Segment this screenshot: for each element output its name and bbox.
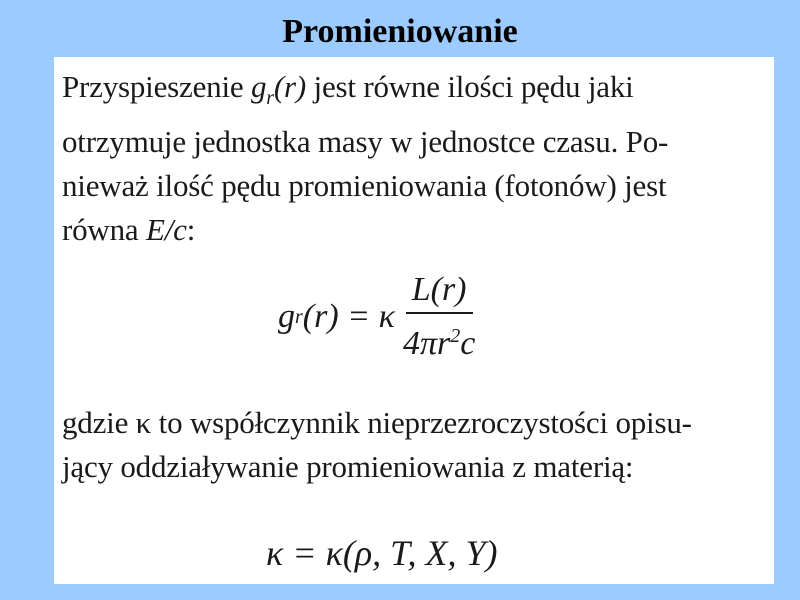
paragraph-momentum	[62, 65, 768, 252]
paragraph-opacity	[62, 401, 768, 489]
eq-denominator	[397, 314, 481, 364]
paragraph-line: nieważ ilość pędu promieniowania (fotonów) jest	[62, 168, 667, 203]
eq-lhs-subscript: r	[295, 305, 303, 328]
den-part: 4πr	[402, 325, 451, 362]
paragraph-line: gdzie κ to współczynnik nieprzezroczystości opisu-	[62, 405, 692, 440]
eq-lhs-argument: (r) = κ	[302, 298, 395, 335]
paragraph-line	[62, 208, 768, 252]
text-fragment: :	[186, 212, 196, 247]
equation-opacity: κ = κ(ρ, T, X, Y)	[266, 533, 498, 573]
symbol-arg: (r)	[273, 69, 306, 104]
den-part: c	[460, 325, 476, 362]
paragraph-line: jący oddziaływanie promieniowania z materią:	[62, 449, 634, 484]
equation-radiative-acceleration	[278, 271, 481, 363]
text-fragment: równa	[62, 212, 147, 247]
symbol-e-over-c: E/c	[146, 212, 187, 247]
slide-title: Promieniowanie	[282, 13, 518, 50]
subscript-r: r	[266, 87, 274, 109]
paragraph-line	[62, 65, 768, 120]
eq-fraction	[397, 270, 481, 364]
text-fragment: Przyspieszenie	[62, 69, 251, 104]
symbol-g: g	[250, 69, 267, 104]
content-panel	[54, 57, 774, 584]
eq-lhs-symbol: g	[278, 298, 295, 335]
text-fragment: jest równe ilości pędu jaki	[306, 69, 634, 104]
eq-numerator: L(r)	[406, 270, 473, 314]
paragraph-line: otrzymuje jednostka masy w jednostce czasu. Po-	[62, 124, 669, 159]
den-superscript: 2	[450, 325, 461, 347]
